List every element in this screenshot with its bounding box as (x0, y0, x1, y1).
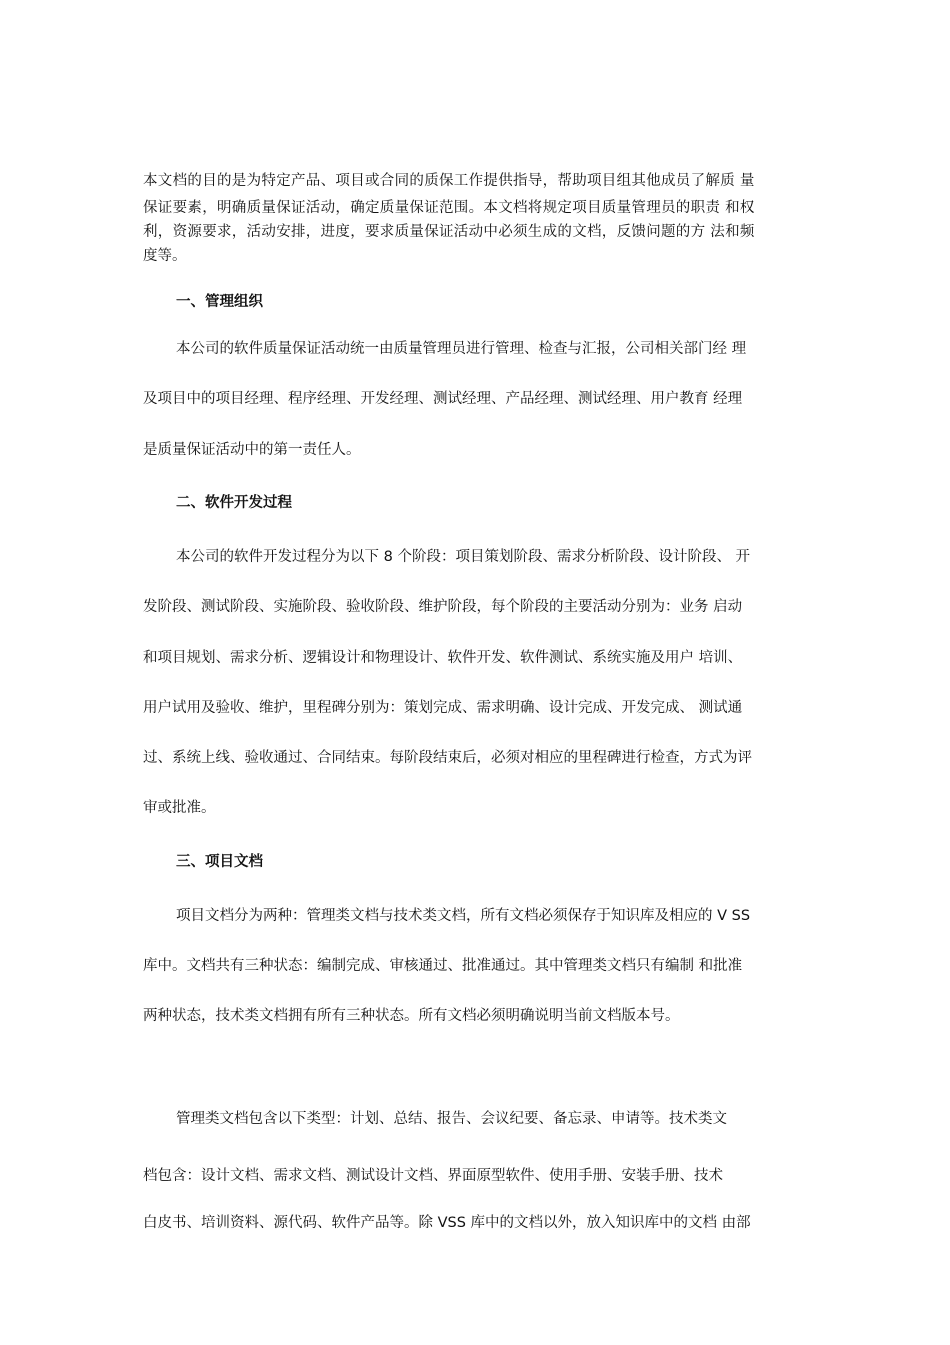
body-line: 用户试用及验收、维护，里程碑分别为：策划完成、需求明确、设计完成、开发完成、 测试通 (143, 700, 743, 716)
section-heading-dev-process: 二、软件开发过程 (176, 495, 292, 511)
intro-line: 利，资源要求，活动安排，进度，要求质量保证活动中必须生成的文档，反馈问题的方 法和频 (143, 224, 755, 240)
body-line: 项目文档分为两种：管理类文档与技术类文档，所有文档必须保存于知识库及相应的 V SS (176, 908, 751, 924)
body-line: 库中。文档共有三种状态：编制完成、审核通过、批准通过。其中管理类文档只有编制 和批准 (143, 958, 743, 974)
body-line: 过、系统上线、验收通过、合同结束。每阶段结束后，必须对相应的里程碑进行检查，方式为评 (143, 750, 752, 766)
intro-line: 度等。 (143, 248, 187, 264)
body-line: 是质量保证活动中的第一责任人。 (143, 442, 361, 458)
section-heading-management: 一、管理组织 (176, 294, 263, 310)
body-line: 发阶段、测试阶段、实施阶段、验收阶段、维护阶段，每个阶段的主要活动分别为：业务 启动 (143, 599, 743, 615)
section-heading-project-docs: 三、项目文档 (176, 854, 263, 870)
body-line: 白皮书、培训资料、源代码、软件产品等。除 VSS 库中的文档以外，放入知识库中的文档 由部 (143, 1215, 751, 1231)
body-line: 审或批准。 (143, 800, 216, 816)
intro-line: 保证要素，明确质量保证活动，确定质量保证范围。本文档将规定项目质量管理员的职责 和权 (143, 200, 755, 216)
body-line: 档包含：设计文档、需求文档、测试设计文档、界面原型软件、使用手册、安装手册、技术 (143, 1168, 723, 1184)
body-line: 两种状态，技术类文档拥有所有三种状态。所有文档必须明确说明当前文档版本号。 (143, 1008, 680, 1024)
body-line: 本公司的软件质量保证活动统一由质量管理员进行管理、检查与汇报，公司相关部门经 理 (176, 341, 747, 357)
intro-line: 本文档的目的是为特定产品、项目或合同的质保工作提供指导，帮助项目组其他成员了解质 量 (143, 173, 755, 189)
body-line: 管理类文档包含以下类型：计划、总结、报告、会议纪要、备忘录、申请等。技术类文 (176, 1111, 727, 1127)
body-line: 及项目中的项目经理、程序经理、开发经理、测试经理、产品经理、测试经理、用户教育 经理 (143, 391, 743, 407)
body-line: 本公司的软件开发过程分为以下 8 个阶段：项目策划阶段、需求分析阶段、设计阶段、 开 (176, 549, 751, 565)
body-line: 和项目规划、需求分析、逻辑设计和物理设计、软件开发、软件测试、系统实施及用户 培训、 (143, 650, 743, 666)
